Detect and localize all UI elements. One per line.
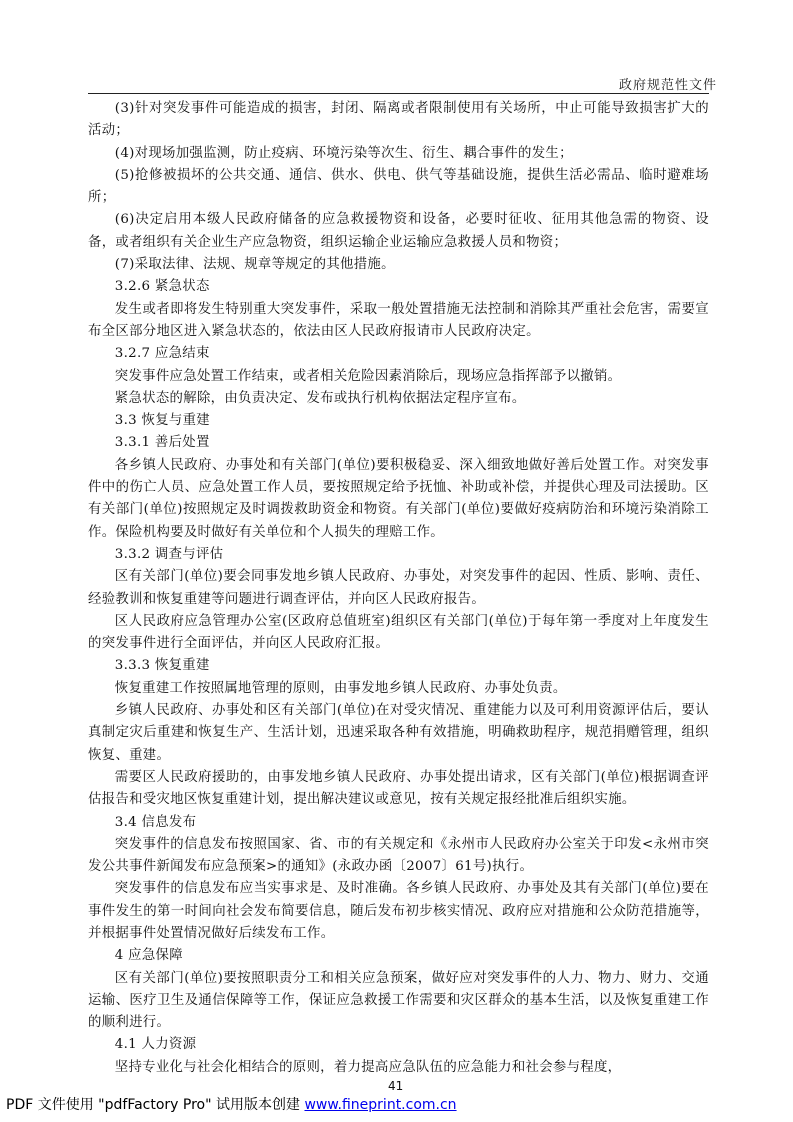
paragraph: (4)对现场加强监测，防止疫病、环境污染等次生、衍生、耦合事件的发生； (114, 145, 573, 161)
paragraph: 各乡镇人民政府、办事处和有关部门(单位)要积极稳妥、深入细致地做好善后处置工作。对突发事件中的伤亡人员、应急处置工作人员，要按照规定给予抚恤、补助或补偿，并提供心理及司法援助。区有关部门(单位)按照规定及时调拨救助资金和物资。有关部门(单位)要做好疫病防治和环境污染消除工作。保险机构要及时做好有关单位和个人损失的理赔工作。 (88, 457, 709, 540)
paragraph: 恢复重建工作按照属地管理的原则，由事发地乡镇人民政府、办事处负责。 (114, 680, 567, 696)
paragraph: 突发事件的信息发布应当实事求是、及时准确。各乡镇人民政府、办事处及其有关部门(单位)要在事件发生的第一时间向社会发布简要信息，随后发布初步核实情况、政府应对措施和公众防范措施等，并根据事件处置情况做好后续发布工作。 (88, 881, 709, 941)
section-heading: 3.2.7 应急结束 (114, 346, 210, 362)
paragraph: 发生或者即将发生特别重大突发事件，采取一般处置措施无法控制和消除其严重社会危害，需要宣布全区部分地区进入紧急状态的，依法由区人民政府报请市人民政府决定。 (88, 301, 709, 339)
paragraph: 区有关部门(单位)要会同事发地乡镇人民政府、办事处，对突发事件的起因、性质、影响、责任、经验教训和恢复重建等问题进行调查评估，并向区人民政府报告。 (88, 569, 709, 607)
paragraph: (5)抢修被损坏的公共交通、通信、供水、供电、供气等基础设施，提供生活必需品、临时避难场所； (88, 167, 709, 206)
paragraph: 紧急状态的解除，由负责决定、发布或执行机构依据法定程序宣布。 (114, 390, 526, 406)
fineprint-link[interactable]: www.fineprint.com.cn (304, 1097, 457, 1113)
paragraph: 需要区人民政府援助的，由事发地乡镇人民政府、办事处提出请求，区有关部门(单位)根据调查评估报告和受灾地区恢复重建计划，提出解决建议或意见，按有关规定报经批准后组织实施。 (88, 769, 709, 808)
paragraph: 坚持专业化与社会化相结合的原则，着力提高应急队伍的应急能力和社会参与程度， (114, 1059, 622, 1075)
footer-text: PDF 文件使用 "pdfFactory Pro" 试用版本创建 (6, 1097, 305, 1113)
header-divider (88, 93, 709, 94)
section-heading: 4.1 人力资源 (114, 1037, 197, 1053)
section-heading: 3.3 恢复与重建 (114, 413, 211, 429)
paragraph: 区人民政府应急管理办公室(区政府总值班室)组织区有关部门(单位)于每年第一季度对上年度发生的突发事件进行全面评估，并向区人民政府汇报。 (88, 613, 709, 652)
paragraph: (7)采取法律、法规、规章等规定的其他措施。 (114, 257, 395, 273)
paragraph: 突发事件应急处置工作结束，或者相关危险因素消除后，现场应急指挥部予以撤销。 (114, 368, 622, 384)
paragraph: 乡镇人民政府、办事处和区有关部门(单位)在对受灾情况、重建能力以及可利用资源评估后，要认真制定灾后重建和恢复生产、生活计划，迅速采取各种有效措施，明确救助程序，规范捐赠管理，组织恢复、重建。 (88, 703, 709, 763)
paragraph: 突发事件的信息发布按照国家、省、市的有关规定和《永州市人民政府办公室关于印发<永州市突发公共事件新闻发布应急预案>的通知》(永政办函〔2007〕61号)执行。 (88, 836, 709, 875)
section-heading: 3.3.2 调查与评估 (114, 546, 224, 562)
section-heading: 3.2.6 紧急状态 (114, 279, 210, 295)
section-heading: 4 应急保障 (114, 948, 183, 964)
section-heading: 3.3.1 善后处置 (114, 435, 210, 451)
page-number: 41 (388, 1079, 404, 1093)
pdf-watermark-footer (6, 1094, 457, 1114)
paragraph: (3)针对突发事件可能造成的损害，封闭、隔离或者限制使用有关场所，中止可能导致损害扩大的活动； (88, 101, 709, 139)
paragraph: 区有关部门(单位)要按照职责分工和相关应急预案，做好应对突发事件的人力、物力、财力、交通运输、医疗卫生及通信保障等工作，保证应急救援工作需要和灾区群众的基本生活，以及恢复重建工作的顺利进行。 (88, 970, 709, 1031)
document-body (88, 98, 709, 1079)
section-heading: 3.3.3 恢复重建 (114, 658, 210, 674)
document-category-header: 政府规范性文件 (618, 78, 717, 93)
paragraph: (6)决定启用本级人民政府储备的应急救援物资和设备，必要时征收、征用其他急需的物资、设备，或者组织有关企业生产应急物资，组织运输企业运输应急救援人员和物资； (88, 212, 709, 250)
section-heading: 3.4 信息发布 (114, 814, 197, 830)
